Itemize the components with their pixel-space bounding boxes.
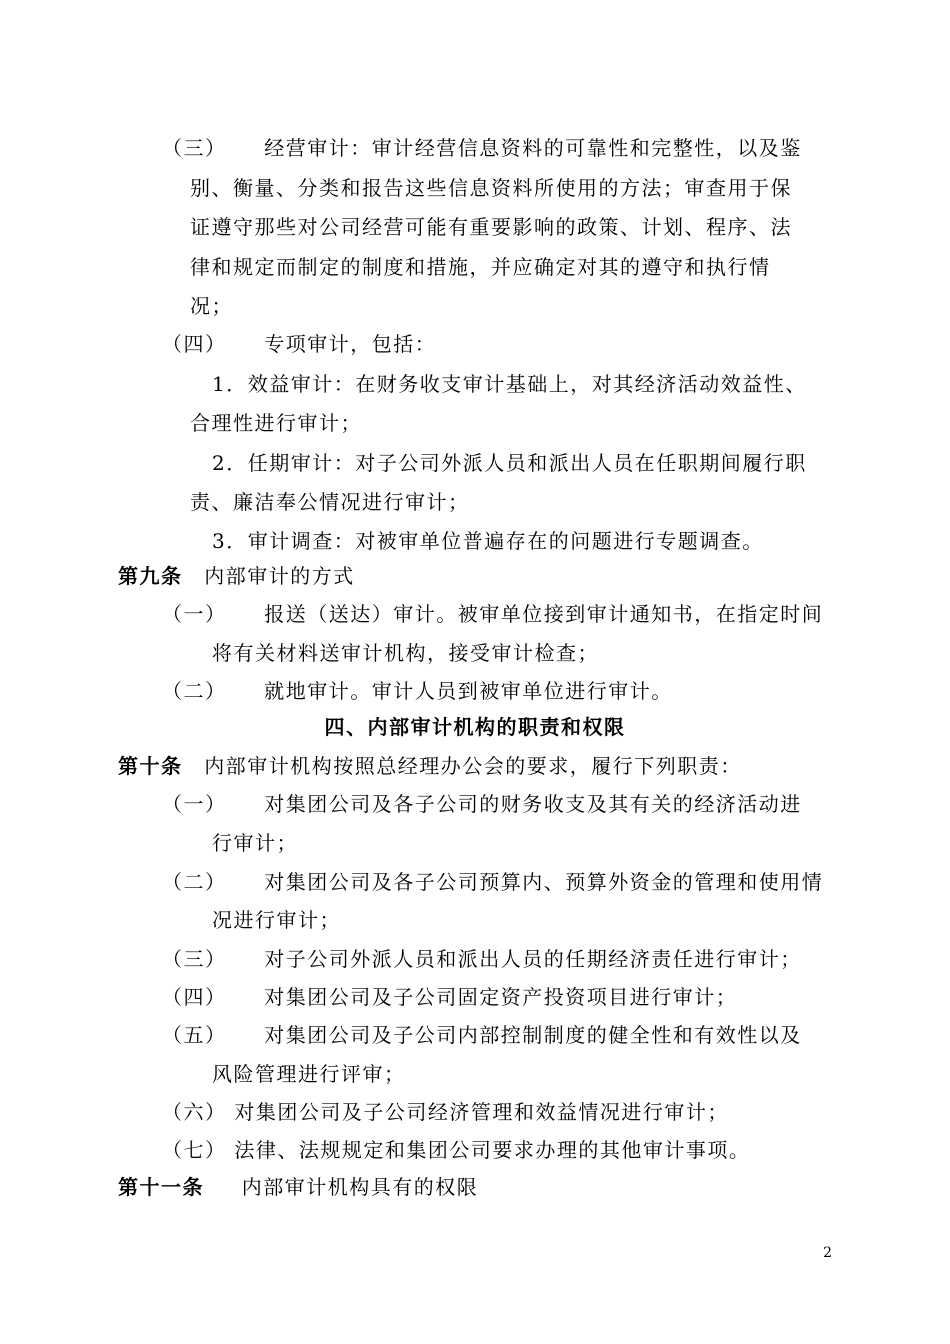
article-10	[118, 752, 742, 780]
subitem-continuation: 责、廉洁奉公情况进行审计；	[190, 490, 470, 514]
article-text: 内部审计的方式	[204, 564, 355, 588]
item-line	[162, 600, 823, 628]
item-number: （一）	[162, 602, 227, 626]
item-text: 对集团公司及各子公司的财务收支及其有关的经济活动进	[264, 792, 802, 816]
article-text: 内部审计机构按照总经理办公会的要求，履行下列职责：	[204, 754, 742, 778]
item-text: 对集团公司及子公司经济管理和效益情况进行审计；	[234, 1100, 729, 1124]
item-text: 法律、法规规定和集团公司要求办理的其他审计事项。	[234, 1138, 751, 1162]
article-11	[118, 1173, 478, 1201]
item-continuation: 行审计；	[212, 831, 298, 855]
item-line	[162, 790, 802, 818]
item-number: （二）	[162, 870, 227, 894]
article-9	[118, 562, 355, 590]
item-continuation: 证遵守那些对公司经营可能有重要影响的政策、计划、程序、法	[190, 215, 792, 239]
item-text: 对集团公司及各子公司预算内、预算外资金的管理和使用情	[264, 870, 824, 894]
item-text: 对子公司外派人员和派出人员的任期经济责任进行审计；	[264, 947, 802, 971]
section-heading: 四、内部审计机构的职责和权限	[324, 715, 626, 739]
item-text: 对集团公司及子公司固定资产投资项目进行审计；	[264, 985, 738, 1009]
item-number: （四）	[162, 985, 227, 1009]
item-line	[162, 1098, 729, 1126]
item-text: 对集团公司及子公司内部控制制度的健全性和有效性以及	[264, 1023, 802, 1047]
item-line	[162, 1136, 750, 1164]
item-line	[162, 868, 823, 896]
item-text: 经营审计：审计经营信息资料的可靠性和完整性，以及鉴	[264, 136, 802, 160]
item-number: （四）	[162, 332, 227, 356]
item-continuation: 风险管理进行评审；	[212, 1062, 406, 1086]
item-text: 就地审计。审计人员到被审单位进行审计。	[264, 679, 673, 703]
item-number: （二）	[162, 679, 227, 703]
item-continuation: 别、衡量、分类和报告这些信息资料所使用的方法；审查用于保	[190, 176, 792, 200]
item-continuation: 况进行审计；	[212, 908, 341, 932]
item-line	[162, 134, 802, 162]
item-line	[162, 945, 802, 973]
item-number: （一）	[162, 792, 227, 816]
article-label: 第十条	[118, 754, 183, 778]
item-line	[162, 1021, 802, 1049]
item-line	[162, 983, 737, 1011]
item-line	[162, 677, 673, 705]
article-label: 第九条	[118, 564, 183, 588]
article-text: 内部审计机构具有的权限	[241, 1175, 479, 1199]
item-text: 专项审计，包括：	[264, 332, 437, 356]
item-text: 报送（送达）审计。被审单位接到审计通知书，在指定时间	[264, 602, 824, 626]
item-number: （七）	[162, 1138, 227, 1162]
subitem-line: 2．任期审计：对子公司外派人员和派出人员在任职期间履行职	[212, 451, 807, 475]
item-number: （五）	[162, 1023, 227, 1047]
item-number: （六）	[162, 1100, 227, 1124]
page-number: 2	[823, 1245, 832, 1261]
subitem-line: 3．审计调查：对被审单位普遍存在的问题进行专题调查。	[212, 529, 764, 553]
article-label: 第十一条	[118, 1175, 204, 1199]
subitem-line: 1．效益审计：在财务收支审计基础上，对其经济活动效益性、	[212, 372, 807, 396]
item-continuation: 况；	[190, 294, 233, 318]
item-number: （三）	[162, 136, 227, 160]
item-continuation: 律和规定而制定的制度和措施，并应确定对其的遵守和执行情	[190, 255, 771, 279]
subitem-continuation: 合理性进行审计；	[190, 411, 362, 435]
item-number: （三）	[162, 947, 227, 971]
item-continuation: 将有关材料送审计机构，接受审计检查；	[212, 641, 599, 665]
item-line	[162, 330, 436, 358]
